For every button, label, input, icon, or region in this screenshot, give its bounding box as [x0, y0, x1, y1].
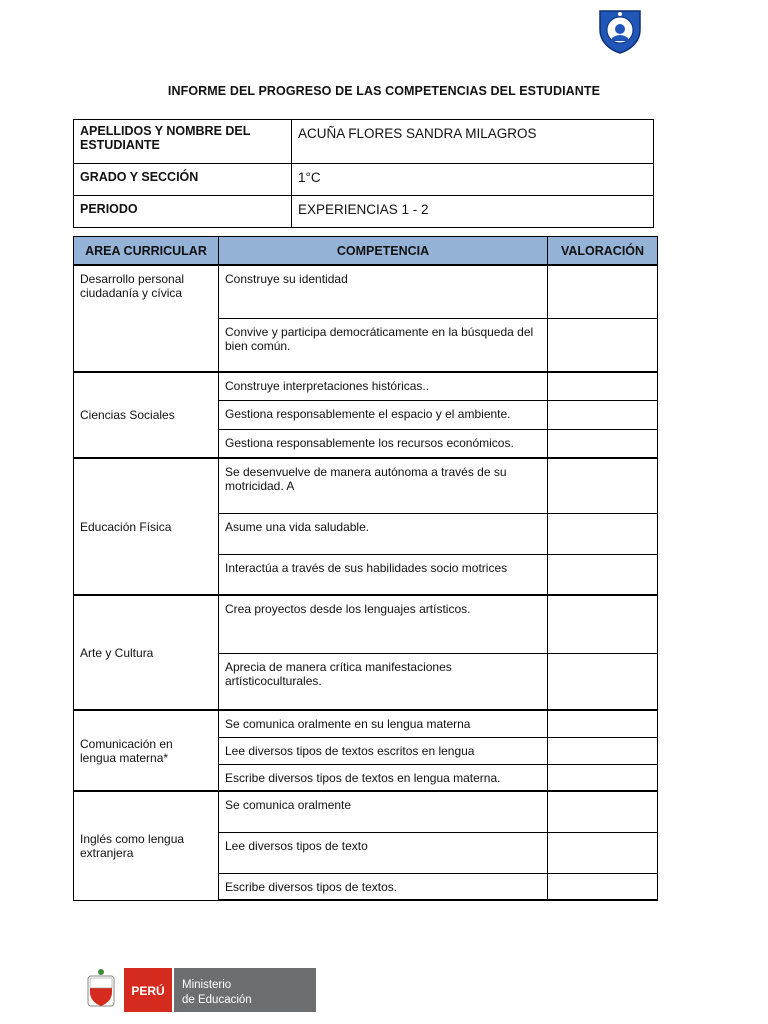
rating-cell[interactable]	[548, 400, 658, 429]
grade-section-label: GRADO Y SECCIÓN	[74, 164, 292, 196]
area-cell: Ciencias Sociales	[74, 372, 219, 458]
rating-cell[interactable]	[548, 873, 658, 900]
country-label: PERÚ	[131, 984, 165, 998]
rating-cell[interactable]	[548, 372, 658, 400]
competency-cell: Lee diversos tipos de texto	[219, 832, 548, 873]
competency-cell: Gestiona responsablemente el espacio y el ambiente.	[219, 400, 548, 429]
student-name-value: ACUÑA FLORES SANDRA MILAGROS	[292, 120, 654, 164]
school-crest-logo	[596, 8, 644, 54]
competency-cell: Lee diversos tipos de textos escritos en lengua	[219, 737, 548, 764]
period-label: PERIODO	[74, 196, 292, 228]
rating-cell[interactable]	[548, 710, 658, 737]
competency-cell: Escribe diversos tipos de textos en lengua materna.	[219, 764, 548, 791]
competency-cell: Aprecia de manera crítica manifestaciones artísticoculturales.	[219, 653, 548, 710]
ministry-of-education-logo	[80, 968, 316, 1012]
competency-cell: Construye interpretaciones históricas..	[219, 372, 548, 400]
rating-cell[interactable]	[548, 653, 658, 710]
competencies-table	[73, 236, 658, 901]
area-cell: Inglés como lengua extranjera	[74, 791, 219, 900]
area-cell: Desarrollo personal ciudadanía y cívica	[74, 265, 219, 372]
area-cell: Comunicación en lengua materna*	[74, 710, 219, 791]
competency-cell: Se desenvuelve de manera autónoma a través de su motricidad. A	[219, 458, 548, 513]
period-value: EXPERIENCIAS 1 - 2	[292, 196, 654, 228]
competency-cell: Gestiona responsablemente los recursos económicos.	[219, 429, 548, 458]
student-name-label: APELLIDOS Y NOMBRE DEL ESTUDIANTE	[74, 120, 292, 164]
competency-cell: Asume una vida saludable.	[219, 513, 548, 554]
header-competency: COMPETENCIA	[219, 237, 548, 266]
rating-cell[interactable]	[548, 791, 658, 832]
rating-cell[interactable]	[548, 832, 658, 873]
rating-cell[interactable]	[548, 318, 658, 372]
rating-cell[interactable]	[548, 554, 658, 595]
competency-cell: Convive y participa democráticamente en la búsqueda del bien común.	[219, 318, 548, 372]
header-rating: VALORACIÓN	[548, 237, 658, 266]
rating-cell[interactable]	[548, 737, 658, 764]
competency-cell: Escribe diversos tipos de textos.	[219, 873, 548, 900]
rating-cell[interactable]	[548, 513, 658, 554]
peru-coat-of-arms-icon	[88, 969, 114, 1006]
competency-cell: Crea proyectos desde los lenguajes artísticos.	[219, 595, 548, 653]
ministry-line1: Ministerio	[182, 979, 232, 991]
rating-cell[interactable]	[548, 265, 658, 318]
rating-cell[interactable]	[548, 764, 658, 791]
area-cell: Educación Física	[74, 458, 219, 595]
rating-cell[interactable]	[548, 429, 658, 458]
competency-cell: Construye su identidad	[219, 265, 548, 318]
ministry-line2: de Educación	[182, 994, 252, 1006]
competency-cell: Se comunica oralmente	[219, 791, 548, 832]
rating-cell[interactable]	[548, 595, 658, 653]
competency-cell: Interactúa a través de sus habilidades socio motrices	[219, 554, 548, 595]
student-info-table	[73, 119, 654, 228]
header-area: AREA CURRICULAR	[74, 237, 219, 266]
rating-cell[interactable]	[548, 458, 658, 513]
competency-cell: Se comunica oralmente en su lengua materna	[219, 710, 548, 737]
report-title: INFORME DEL PROGRESO DE LAS COMPETENCIAS DEL ESTUDIANTE	[167, 84, 601, 98]
grade-section-value: 1°C	[292, 164, 654, 196]
area-cell: Arte y Cultura	[74, 595, 219, 710]
